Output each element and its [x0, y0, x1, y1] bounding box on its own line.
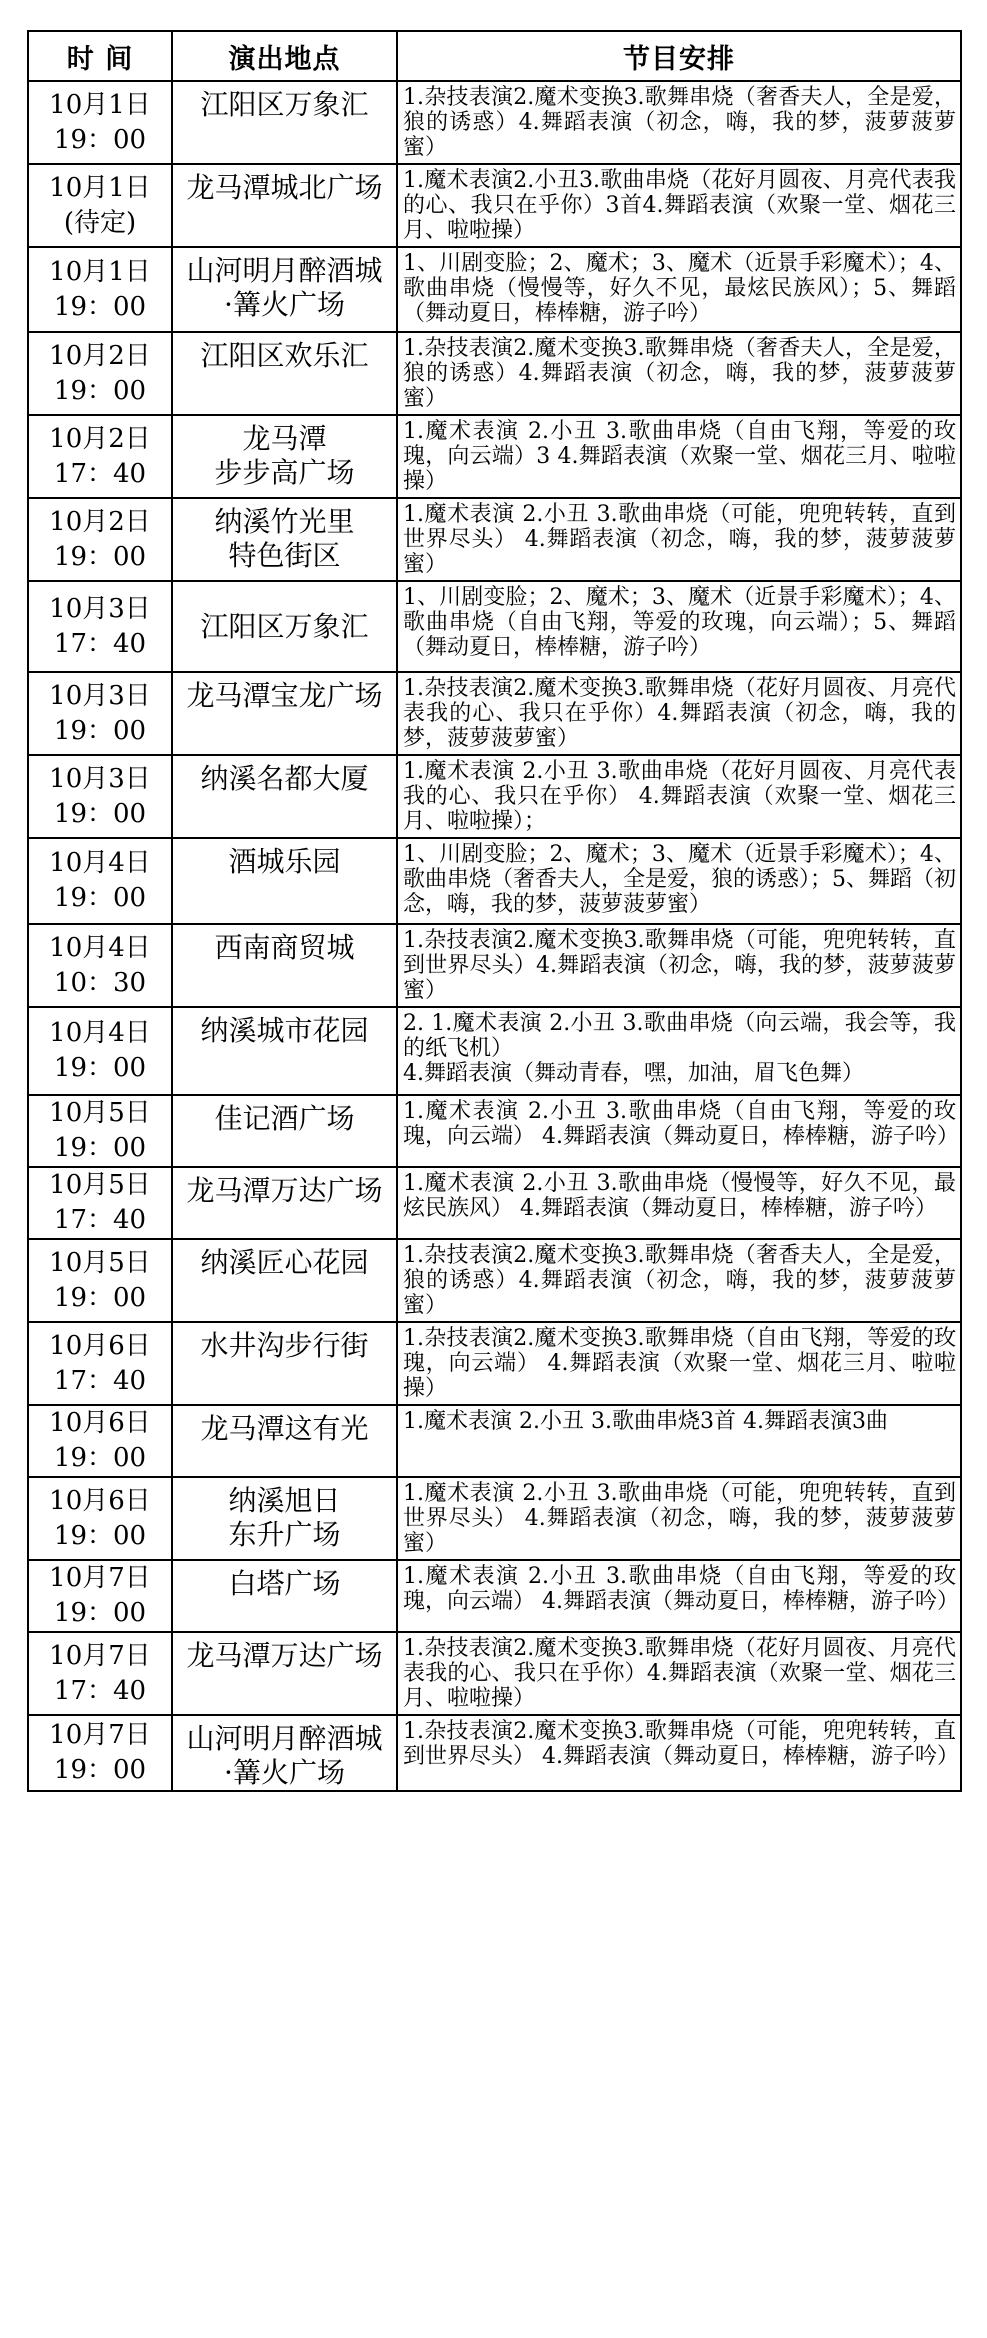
- date-text: 10月3日: [49, 680, 151, 711]
- date-text: 10月4日: [49, 1018, 151, 1048]
- date-text: 10月4日: [49, 932, 151, 963]
- date-text: 10月6日: [49, 1485, 151, 1516]
- table-row: [28, 1477, 961, 1560]
- program-cell: 1.魔术表演 2.小丑 3.歌曲串烧（可能，兜兜转转，直到世界尽头） 4.舞蹈表演（初念，嗨，我的梦，菠萝菠萝蜜）: [397, 1477, 961, 1560]
- date-text: 10月6日: [49, 1408, 151, 1438]
- time-text: 19：00: [53, 375, 147, 406]
- venue-name: 龙马潭城北广场: [186, 171, 383, 204]
- venue-name-line2: ·篝火广场: [224, 1756, 345, 1789]
- table-row: [28, 1322, 961, 1405]
- time-cell: [28, 1322, 172, 1405]
- time-text: 19：00: [53, 291, 147, 322]
- venue-name: 龙马潭万达广场: [186, 1174, 383, 1207]
- program-cell: 1.魔术表演 2.小丑 3.歌曲串烧（自由飞翔，等爱的玫瑰，向云端） 4.舞蹈表演（舞动夏日，棒棒糖，游子吟）: [397, 1095, 961, 1167]
- program-cell: 1、川剧变脸；2、魔术；3、魔术（近景手彩魔术）；4、歌曲串烧（奢香夫人，全是爱，狼的诱惑）；5、舞蹈（初念，嗨，我的梦，菠萝菠萝蜜）: [397, 838, 961, 924]
- program-cell: 1.魔术表演 2.小丑 3.歌曲串烧（自由飞翔，等爱的玫瑰，向云端） 4.舞蹈表演（舞动夏日，棒棒糖，游子吟）: [397, 1560, 961, 1632]
- venue-name: 山河明月醉酒城: [186, 1722, 383, 1755]
- venue-cell: [172, 1405, 397, 1477]
- time-cell: [28, 415, 172, 498]
- venue-name: 江阳区万象汇: [200, 88, 369, 121]
- venue-name-line2: 特色街区: [228, 539, 341, 572]
- venue-name: 水井沟步行街: [200, 1329, 369, 1362]
- time-cell: [28, 332, 172, 415]
- table-row: [28, 755, 961, 838]
- venue-name: 龙马潭这有光: [200, 1412, 369, 1445]
- program-cell: 1.魔术表演 2.小丑 3.歌曲串烧（可能，兜兜转转，直到世界尽头） 4.舞蹈表演（初念，嗨，我的梦，菠萝菠萝蜜）: [397, 498, 961, 581]
- table-row: [28, 1007, 961, 1095]
- venue-name: 江阳区欢乐汇: [200, 339, 369, 372]
- table-row: [28, 498, 961, 581]
- date-text: 10月5日: [49, 1247, 151, 1278]
- time-text: 19：00: [53, 124, 147, 155]
- venue-cell: [172, 1095, 397, 1167]
- date-text: 10月2日: [49, 506, 151, 537]
- venue-name: 纳溪旭日: [228, 1484, 341, 1517]
- date-text: 10月5日: [49, 1098, 151, 1128]
- time-cell: [28, 581, 172, 672]
- table-row: [28, 415, 961, 498]
- time-text: 19：00: [53, 883, 147, 913]
- program-cell: 1.杂技表演2.魔术变换3.歌舞串烧（奢香夫人，全是爱，狼的诱惑）4.舞蹈表演（初念，嗨，我的梦，菠萝菠萝蜜）: [397, 332, 961, 415]
- time-cell: [28, 247, 172, 332]
- program-cell: 1.杂技表演2.魔术变换3.歌舞串烧（可能，兜兜转转，直到世界尽头）4.舞蹈表演（初念，嗨，我的梦，菠萝菠萝蜜）: [397, 924, 961, 1007]
- time-text: 19：00: [53, 715, 147, 746]
- time-cell: [28, 838, 172, 924]
- venue-cell: [172, 1322, 397, 1405]
- venue-name-line2: ·篝火广场: [224, 288, 345, 321]
- program-cell: 2. 1.魔术表演 2.小丑 3.歌曲串烧（向云端，我会等，我的纸飞机） 4.舞蹈表演（舞动青春，嘿，加油，眉飞色舞）: [397, 1007, 961, 1095]
- time-text: 17：40: [53, 628, 147, 659]
- table-row: [28, 1239, 961, 1322]
- date-text: 10月1日: [49, 172, 151, 203]
- program-cell: 1.魔术表演 2.小丑 3.歌曲串烧3首 4.舞蹈表演3曲: [397, 1405, 961, 1477]
- venue-name-line2: 步步高广场: [214, 456, 355, 489]
- venue-cell: [172, 164, 397, 247]
- venue-cell: [172, 1167, 397, 1239]
- date-text: 10月2日: [49, 340, 151, 371]
- time-cell: [28, 755, 172, 838]
- program-cell: 1.杂技表演2.魔术变换3.歌舞串烧（奢香夫人，全是爱，狼的诱惑）4.舞蹈表演（初念，嗨，我的梦，菠萝菠萝蜜）: [397, 81, 961, 164]
- venue-cell: [172, 247, 397, 332]
- time-text: 19：00: [53, 1520, 147, 1551]
- time-text: (待定): [63, 207, 137, 238]
- venue-name-line2: 东升广场: [228, 1518, 341, 1551]
- table-row: [28, 1632, 961, 1715]
- header-venue: 演出地点: [172, 31, 397, 81]
- program-cell: 1.杂技表演2.魔术变换3.歌舞串烧（花好月圆夜、月亮代表我的心、我只在乎你）4.舞蹈表演（欢聚一堂、烟花三月、啦啦操）: [397, 1632, 961, 1715]
- table-row: [28, 672, 961, 755]
- venue-cell: [172, 672, 397, 755]
- venue-name: 酒城乐园: [228, 845, 341, 878]
- time-cell: [28, 924, 172, 1007]
- date-text: 10月6日: [49, 1330, 151, 1361]
- venue-cell: [172, 838, 397, 924]
- venue-cell: [172, 1477, 397, 1560]
- venue-name: 佳记酒广场: [214, 1102, 355, 1135]
- time-text: 17：40: [53, 458, 147, 489]
- schedule-table: [27, 30, 962, 1792]
- table-row: [28, 1095, 961, 1167]
- venue-name: 江阳区万象汇: [200, 609, 369, 643]
- time-text: 19：00: [53, 1053, 147, 1083]
- date-text: 10月3日: [49, 593, 151, 624]
- venue-name: 纳溪城市花园: [200, 1014, 369, 1047]
- table-row: [28, 838, 961, 924]
- venue-cell: [172, 1715, 397, 1791]
- program-cell: 1、川剧变脸；2、魔术；3、魔术（近景手彩魔术）；4、歌曲串烧（自由飞翔，等爱的玫瑰，向云端）；5、舞蹈（舞动夏日，棒棒糖，游子吟）: [397, 581, 961, 672]
- venue-cell: [172, 1007, 397, 1095]
- date-text: 10月5日: [49, 1170, 151, 1200]
- time-cell: [28, 1405, 172, 1477]
- venue-name: 纳溪匠心花园: [200, 1246, 369, 1279]
- venue-cell: [172, 81, 397, 164]
- time-text: 19：00: [53, 1598, 147, 1628]
- time-text: 19：00: [53, 798, 147, 829]
- date-text: 10月1日: [49, 256, 151, 287]
- time-cell: [28, 164, 172, 247]
- table-row: [28, 332, 961, 415]
- time-text: 19：00: [53, 541, 147, 572]
- date-text: 10月4日: [49, 848, 151, 878]
- time-text: 19：00: [53, 1755, 147, 1785]
- program-cell: 1.魔术表演2.小丑3.歌曲串烧（花好月圆夜、月亮代表我的心、我只在乎你）3首4.舞蹈表演（欢聚一堂、烟花三月、啦啦操）: [397, 164, 961, 247]
- time-cell: [28, 1632, 172, 1715]
- venue-cell: [172, 581, 397, 672]
- time-cell: [28, 1167, 172, 1239]
- program-cell: 1.魔术表演 2.小丑 3.歌曲串烧（花好月圆夜、月亮代表我的心、我只在乎你） 4.舞蹈表演（欢聚一堂、烟花三月、啦啦操）；: [397, 755, 961, 838]
- time-text: 19：00: [53, 1443, 147, 1473]
- date-text: 10月2日: [49, 423, 151, 454]
- time-text: 10：30: [53, 967, 147, 998]
- time-cell: [28, 81, 172, 164]
- venue-name: 纳溪名都大厦: [200, 762, 369, 795]
- time-cell: [28, 1560, 172, 1632]
- time-cell: [28, 1477, 172, 1560]
- time-text: 17：40: [53, 1365, 147, 1396]
- table-row: [28, 1560, 961, 1632]
- time-cell: [28, 1007, 172, 1095]
- header-row: [28, 31, 961, 81]
- venue-cell: [172, 1632, 397, 1715]
- time-cell: [28, 1095, 172, 1167]
- table-row: [28, 1167, 961, 1239]
- time-cell: [28, 1715, 172, 1791]
- venue-cell: [172, 1560, 397, 1632]
- venue-cell: [172, 415, 397, 498]
- table-row: [28, 81, 961, 164]
- time-text: 19：00: [53, 1133, 147, 1163]
- venue-cell: [172, 755, 397, 838]
- venue-cell: [172, 924, 397, 1007]
- program-cell: 1.杂技表演2.魔术变换3.歌舞串烧（花好月圆夜、月亮代表我的心、我只在乎你）4.舞蹈表演（初念，嗨，我的梦，菠萝菠萝蜜）: [397, 672, 961, 755]
- venue-name: 西南商贸城: [214, 931, 355, 964]
- table-row: [28, 1715, 961, 1791]
- date-text: 10月1日: [49, 89, 151, 120]
- time-text: 19：00: [53, 1282, 147, 1313]
- date-text: 10月3日: [49, 763, 151, 794]
- schedule-sheet: [27, 30, 960, 1792]
- program-cell: 1.杂技表演2.魔术变换3.歌舞串烧（自由飞翔，等爱的玫瑰，向云端） 4.舞蹈表演（欢聚一堂、烟花三月、啦啦操）: [397, 1322, 961, 1405]
- date-text: 10月7日: [49, 1640, 151, 1671]
- venue-name: 白塔广场: [228, 1567, 341, 1600]
- time-cell: [28, 498, 172, 581]
- table-row: [28, 581, 961, 672]
- table-row: [28, 247, 961, 332]
- time-cell: [28, 1239, 172, 1322]
- table-row: [28, 164, 961, 247]
- venue-name: 纳溪竹光里: [214, 505, 355, 538]
- venue-name: 龙马潭宝龙广场: [186, 679, 383, 712]
- venue-name: 龙马潭: [242, 422, 327, 455]
- time-text: 17：40: [53, 1675, 147, 1706]
- header-program: 节目安排: [397, 31, 961, 81]
- time-cell: [28, 672, 172, 755]
- table-row: [28, 924, 961, 1007]
- venue-name: 山河明月醉酒城: [186, 254, 383, 287]
- venue-cell: [172, 332, 397, 415]
- table-header: [28, 31, 961, 81]
- venue-cell: [172, 498, 397, 581]
- date-text: 10月7日: [49, 1563, 151, 1593]
- venue-cell: [172, 1239, 397, 1322]
- program-cell: 1、川剧变脸；2、魔术；3、魔术（近景手彩魔术）；4、歌曲串烧（慢慢等，好久不见，最炫民族风）；5、舞蹈（舞动夏日，棒棒糖，游子吟）: [397, 247, 961, 332]
- program-cell: 1.杂技表演2.魔术变换3.歌舞串烧（可能，兜兜转转，直到世界尽头） 4.舞蹈表演（舞动夏日，棒棒糖，游子吟）: [397, 1715, 961, 1791]
- program-cell: 1.魔术表演 2.小丑 3.歌曲串烧（自由飞翔，等爱的玫瑰，向云端）3 4.舞蹈表演（欢聚一堂、烟花三月、啦啦操）: [397, 415, 961, 498]
- header-time: 时 间: [28, 31, 172, 81]
- program-cell: 1.魔术表演 2.小丑 3.歌曲串烧（慢慢等，好久不见，最炫民族风） 4.舞蹈表演（舞动夏日，棒棒糖，游子吟）: [397, 1167, 961, 1239]
- table-body: [28, 81, 961, 1791]
- time-text: 17：40: [53, 1205, 147, 1235]
- venue-name: 龙马潭万达广场: [186, 1639, 383, 1672]
- program-cell: 1.杂技表演2.魔术变换3.歌舞串烧（奢香夫人，全是爱，狼的诱惑）4.舞蹈表演（初念，嗨，我的梦，菠萝菠萝蜜）: [397, 1239, 961, 1322]
- date-text: 10月7日: [49, 1720, 151, 1750]
- table-row: [28, 1405, 961, 1477]
